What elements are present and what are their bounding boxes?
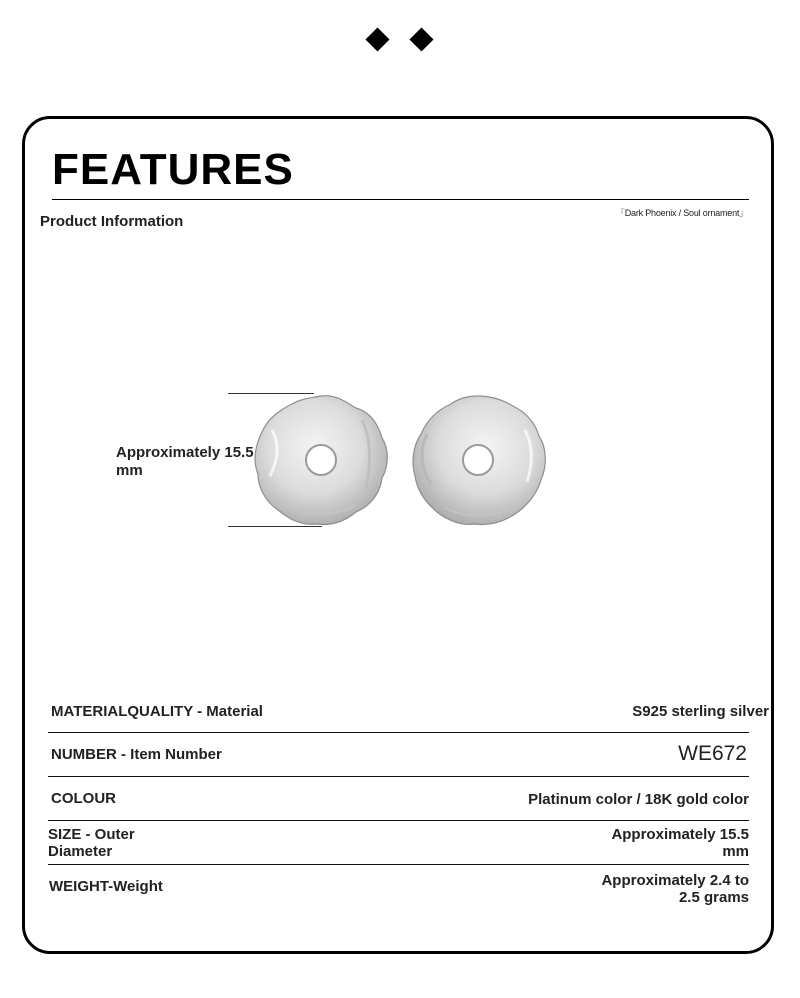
spec-divider [48, 732, 749, 733]
spec-value-material: S925 sterling silver [632, 703, 769, 720]
spec-label-colour: COLOUR [51, 790, 116, 807]
spec-row-item-number [48, 742, 749, 772]
spec-divider [48, 864, 749, 865]
spec-label-material: MATERIALQUALITY - Material [51, 703, 263, 720]
spec-row-size [48, 826, 749, 862]
earring-left-image [250, 390, 392, 530]
spec-value-item-number: WE672 [678, 742, 747, 765]
spec-label-size: SIZE - Outer Diameter [48, 826, 135, 860]
spec-divider [48, 776, 749, 777]
spec-value-size: Approximately 15.5 mm [611, 826, 749, 860]
title-divider [52, 199, 749, 200]
spec-value-weight: Approximately 2.4 to 2.5 grams [601, 872, 749, 906]
spec-row-colour [48, 786, 749, 812]
spec-value-colour: Platinum color / 18K gold color [528, 791, 749, 808]
decorative-diamond-left [365, 27, 389, 51]
dimension-label: Approximately 15.5 mm [116, 444, 254, 479]
earring-right-image [407, 390, 549, 530]
spec-row-material [48, 700, 769, 724]
decorative-diamond-right [409, 27, 433, 51]
spec-label-item-number: NUMBER - Item Number [51, 746, 222, 763]
page-title: FEATURES [52, 145, 294, 194]
brand-tagline: 「Dark Phoenix / Soul ornament」 [615, 208, 748, 218]
spec-row-weight [48, 872, 749, 908]
spec-label-weight: WEIGHT-Weight [49, 878, 163, 895]
spec-divider [48, 820, 749, 821]
section-subtitle: Product Information [40, 213, 184, 230]
